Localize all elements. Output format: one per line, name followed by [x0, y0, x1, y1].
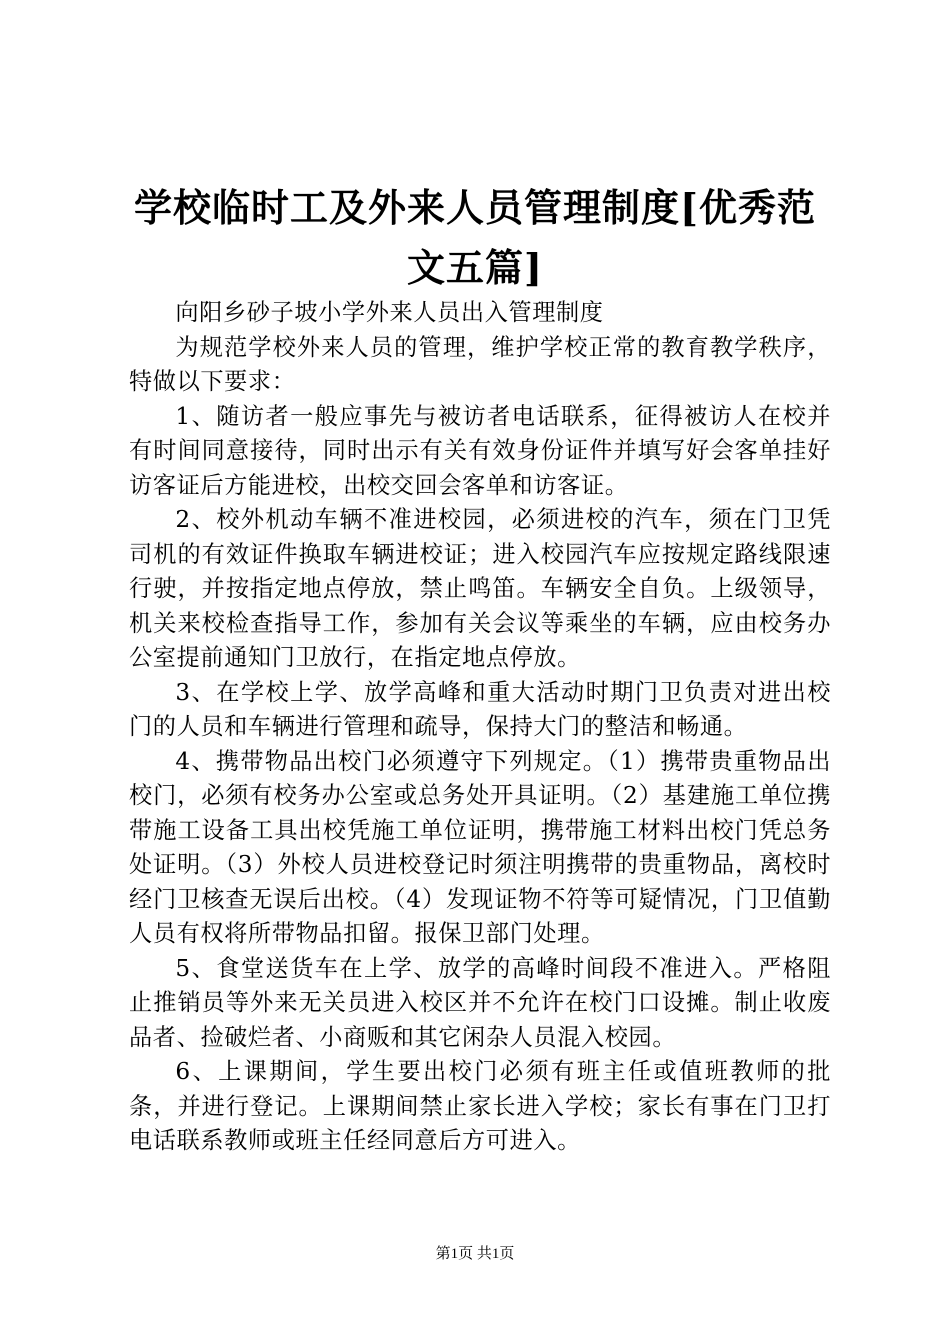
paragraph-rule-3: 3、在学校上学、放学高峰和重大活动时期门卫负责对进出校门的人员和车辆进行管理和疏导，保持大门的整洁和畅通。: [129, 678, 831, 740]
paragraph-rule-1: 1、随访者一般应事先与被访者电话联系，征得被访人在校并有时间同意接待，同时出示有关有效身份证件并填写好会客单挂好访客证后方能进校，出校交回会客单和访客证。: [129, 402, 831, 499]
paragraph-rule-5: 5、食堂送货车在上学、放学的高峰时间段不准进入。严格阻止推销员等外来无关员进入校区并不允许在校门口设摊。制止收废品者、捡破烂者、小商贩和其它闲杂人员混入校园。: [129, 954, 831, 1051]
paragraph-rule-6: 6、上课期间，学生要出校门必须有班主任或值班教师的批条，并进行登记。上课期间禁止家长进入学校；家长有事在门卫打电话联系教师或班主任经同意后方可进入。: [129, 1058, 831, 1154]
paragraph-intro: 为规范学校外来人员的管理，维护学校正常的教育教学秩序，特做以下要求：: [129, 333, 831, 395]
document-title: 学校临时工及外来人员管理制度[优秀范文五篇]: [134, 185, 816, 290]
paragraph-heading: 向阳乡砂子坡小学外来人员出入管理制度: [175, 299, 604, 326]
paragraph-rule-4: 4、携带物品出校门必须遵守下列规定。（1）携带贵重物品出校门，必须有校务办公室或总务处开具证明。（2）基建施工单位携带施工设备工具出校凭施工单位证明，携带施工材料出校门凭总务处证明。（3）外校人员进校登记时须注明携带的贵重物品，离校时经门卫核查无误后出校。（4）发现证物不符等可疑情况，门卫值勤人员有权将所带物品扣留。报保卫部门处理。: [129, 747, 831, 947]
page-footer: 第1页 共1页: [435, 1246, 515, 1262]
paragraph-rule-2: 2、校外机动车辆不准进校园，必须进校的汽车，须在门卫凭司机的有效证件换取车辆进校证；进入校园汽车应按规定路线限速行驶，并按指定地点停放，禁止鸣笛。车辆安全自负。上级领导，机关来校检查指导工作，参加有关会议等乘坐的车辆，应由校务办公室提前通知门卫放行，在指定地点停放。: [129, 506, 831, 671]
document-body: [129, 296, 831, 1159]
